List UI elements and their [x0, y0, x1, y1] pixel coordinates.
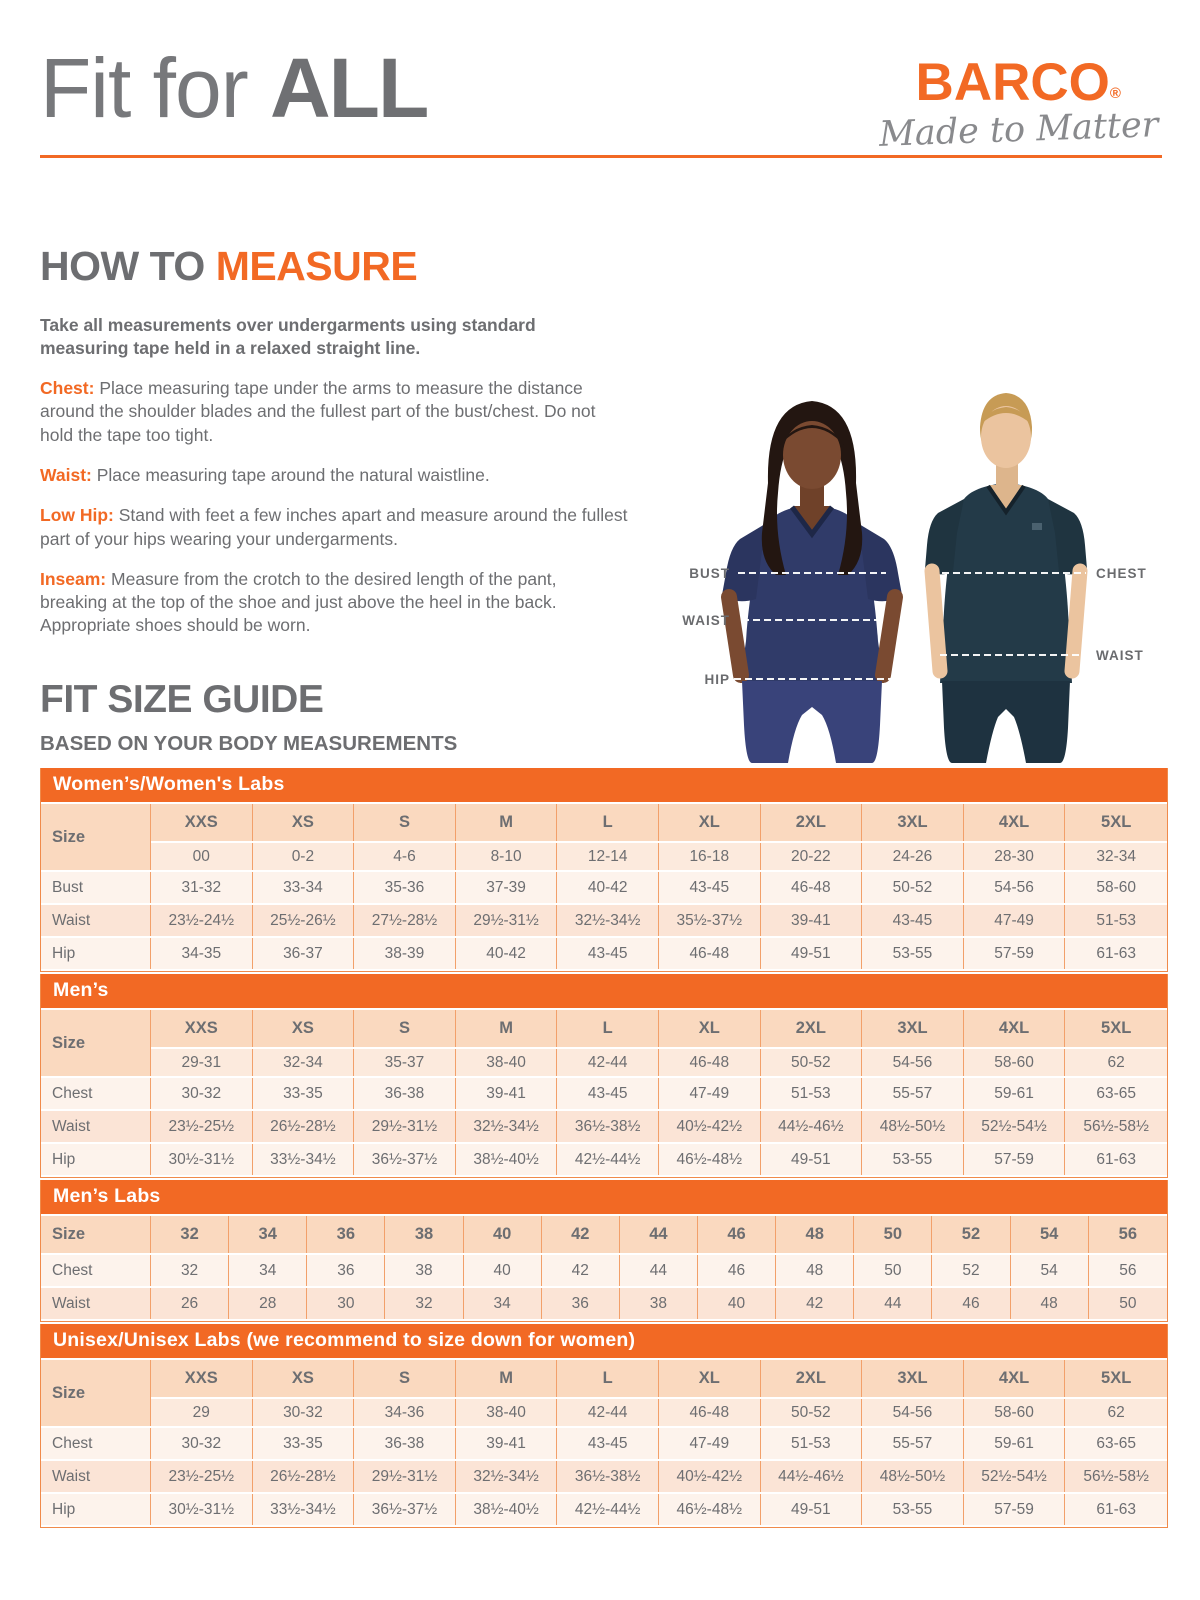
data-cell: 26½-28½: [253, 1111, 355, 1142]
data-cell: 38½-40½: [456, 1144, 558, 1175]
data-cell: 32½-34½: [456, 1461, 558, 1492]
data-cell: 57-59: [964, 938, 1066, 969]
data-cell: 53-55: [862, 1494, 964, 1525]
data-cell: 49-51: [761, 938, 863, 969]
size-header-cell: 3XL: [862, 804, 964, 841]
data-cell: 43-45: [557, 938, 659, 969]
measurement-row-chest: [41, 1078, 1167, 1109]
data-cell: 46½-48½: [659, 1494, 761, 1525]
size-header-cell: S: [354, 804, 456, 841]
data-cell: 48: [1011, 1288, 1089, 1319]
data-cell: 56: [1089, 1255, 1167, 1286]
data-cell: 36½-37½: [354, 1494, 456, 1525]
size-numbers-row: [41, 843, 1167, 870]
size-header-cell: 48: [776, 1216, 854, 1253]
brand-name: BARCO®: [915, 53, 1121, 112]
size-number-cell: 58-60: [964, 1399, 1066, 1426]
data-cell: 42: [542, 1255, 620, 1286]
size-header-cell: XL: [659, 1360, 761, 1397]
row-label: Chest: [41, 1428, 151, 1459]
data-cell: 30-32: [151, 1078, 253, 1109]
size-header-cell: L: [557, 1010, 659, 1047]
row-label: Waist: [41, 1111, 151, 1142]
data-cell: 40: [464, 1255, 542, 1286]
size-number-cell: 8-10: [456, 843, 558, 870]
data-cell: 63-65: [1065, 1428, 1167, 1459]
size-header-cell: XXS: [151, 1360, 253, 1397]
data-cell: 61-63: [1065, 1144, 1167, 1175]
size-number-cell: 24-26: [862, 843, 964, 870]
data-cell: 31-32: [151, 872, 253, 903]
data-cell: 44½-46½: [761, 1111, 863, 1142]
title-light: Fit for: [40, 41, 271, 135]
size-header-cell: 4XL: [964, 804, 1066, 841]
data-cell: 46-48: [761, 872, 863, 903]
size-number-cell: 50-52: [761, 1399, 863, 1426]
size-header-cell: L: [557, 804, 659, 841]
row-label: Hip: [41, 938, 151, 969]
data-cell: 33-35: [253, 1078, 355, 1109]
data-cell: 23½-25½: [151, 1461, 253, 1492]
data-cell: 55-57: [862, 1428, 964, 1459]
data-cell: 43-45: [557, 1078, 659, 1109]
size-table-men: [40, 974, 1168, 1178]
data-cell: 46½-48½: [659, 1144, 761, 1175]
data-cell: 23½-24½: [151, 905, 253, 936]
data-cell: 29½-31½: [354, 1111, 456, 1142]
size-number-cell: 54-56: [862, 1399, 964, 1426]
size-header-cell: 44: [620, 1216, 698, 1253]
measurement-row-waist: [41, 1111, 1167, 1142]
row-label: Hip: [41, 1494, 151, 1525]
data-cell: 39-41: [456, 1428, 558, 1459]
size-number-cell: 20-22: [761, 843, 863, 870]
data-cell: 36-38: [354, 1078, 456, 1109]
data-cell: 54: [1011, 1255, 1089, 1286]
data-cell: 30: [307, 1288, 385, 1319]
size-header-cell: 5XL: [1065, 804, 1167, 841]
size-table-women: [40, 768, 1168, 972]
size-table: [41, 802, 1167, 971]
size-header-cell: XXS: [151, 1010, 253, 1047]
size-number-cell: 38-40: [456, 1049, 558, 1076]
brand-logo: [877, 53, 1159, 155]
size-header-cell: 52: [932, 1216, 1010, 1253]
data-cell: 26½-28½: [253, 1461, 355, 1492]
data-cell: 53-55: [862, 938, 964, 969]
data-cell: 32½-34½: [557, 905, 659, 936]
size-number-cell: 30-32: [253, 1399, 355, 1426]
size-header-cell: XS: [253, 1360, 355, 1397]
size-header-cell: 42: [542, 1216, 620, 1253]
size-header-cell: 36: [307, 1216, 385, 1253]
data-cell: 50-52: [862, 872, 964, 903]
data-cell: 39-41: [761, 905, 863, 936]
size-numbers-row: [41, 1049, 1167, 1076]
data-cell: 49-51: [761, 1144, 863, 1175]
waist-right-label: WAIST: [1096, 648, 1144, 663]
size-label-cell: Size: [41, 1360, 151, 1426]
data-cell: 54-56: [964, 872, 1066, 903]
size-header-cell: 34: [229, 1216, 307, 1253]
size-number-cell: 42-44: [557, 1399, 659, 1426]
size-header-cell: 2XL: [761, 1360, 863, 1397]
data-cell: 32: [151, 1255, 229, 1286]
data-cell: 42½-44½: [557, 1494, 659, 1525]
heading-accent: MEASURE: [215, 243, 418, 289]
size-label-cell: Size: [41, 804, 151, 870]
data-cell: 42½-44½: [557, 1144, 659, 1175]
row-label: Waist: [41, 905, 151, 936]
data-cell: 48: [776, 1255, 854, 1286]
size-number-cell: 28-30: [964, 843, 1066, 870]
row-label: Waist: [41, 1288, 151, 1319]
data-cell: 40-42: [456, 938, 558, 969]
data-cell: 33-34: [253, 872, 355, 903]
data-cell: 52: [932, 1255, 1010, 1286]
measure-item-waist: Waist: Place measuring tape around the natural waistline.: [40, 464, 490, 485]
measure-item-inseam: Inseam: Measure from the crotch to the desired length of the pant, breaking at the top of the shoe and just above the heel in the back. Appropriate shoes should be worn.: [40, 568, 557, 636]
data-cell: 30-32: [151, 1428, 253, 1459]
measurement-row-waist: [41, 905, 1167, 936]
size-header-cell: 2XL: [761, 1010, 863, 1047]
row-label: Chest: [41, 1255, 151, 1286]
size-header-cell: XXS: [151, 804, 253, 841]
data-cell: 34: [464, 1288, 542, 1319]
fit-size-guide-section: [40, 678, 1168, 1528]
measurement-row-chest: [41, 1255, 1167, 1286]
data-cell: 46: [698, 1255, 776, 1286]
registered-mark-icon: ®: [1109, 85, 1121, 102]
size-numbers-row: [41, 1399, 1167, 1426]
row-label: Bust: [41, 872, 151, 903]
data-cell: 32½-34½: [456, 1111, 558, 1142]
data-cell: 43-45: [659, 872, 761, 903]
measurement-row-hip: [41, 938, 1167, 969]
data-cell: 35-36: [354, 872, 456, 903]
size-number-cell: 50-52: [761, 1049, 863, 1076]
orange-divider: [40, 155, 1162, 158]
measurement-row-bust: [41, 872, 1167, 903]
measurement-row-waist: [41, 1461, 1167, 1492]
size-header-cell: 3XL: [862, 1360, 964, 1397]
data-cell: 42: [776, 1288, 854, 1319]
size-number-cell: 62: [1065, 1399, 1167, 1426]
size-header-cell: 50: [854, 1216, 932, 1253]
measurement-row-waist: [41, 1288, 1167, 1319]
data-cell: 43-45: [557, 1428, 659, 1459]
size-label-cell: Size: [41, 1216, 151, 1253]
size-header-cell: 56: [1089, 1216, 1167, 1253]
data-cell: 25½-26½: [253, 905, 355, 936]
data-cell: 49-51: [761, 1494, 863, 1525]
fit-size-guide-subheading: BASED ON YOUR BODY MEASUREMENTS: [40, 732, 458, 755]
size-header-cell: 5XL: [1065, 1360, 1167, 1397]
data-cell: 51-53: [761, 1078, 863, 1109]
size-header-cell: 2XL: [761, 804, 863, 841]
data-cell: 38: [620, 1288, 698, 1319]
size-header-cell: S: [354, 1010, 456, 1047]
data-cell: 36½-38½: [557, 1111, 659, 1142]
size-number-cell: 54-56: [862, 1049, 964, 1076]
size-number-cell: 32-34: [253, 1049, 355, 1076]
size-number-cell: 29-31: [151, 1049, 253, 1076]
data-cell: 32: [385, 1288, 463, 1319]
data-cell: 34: [229, 1255, 307, 1286]
data-cell: 43-45: [862, 905, 964, 936]
data-cell: 46-48: [659, 938, 761, 969]
data-cell: 51-53: [1065, 905, 1167, 936]
data-cell: 33½-34½: [253, 1144, 355, 1175]
table-band: Women’s/Women's Labs: [41, 768, 1167, 802]
size-number-cell: 58-60: [964, 1049, 1066, 1076]
size-header-cell: 46: [698, 1216, 776, 1253]
data-cell: 57-59: [964, 1494, 1066, 1525]
waist-left-label: WAIST: [682, 613, 730, 628]
data-cell: 44: [620, 1255, 698, 1286]
size-header-row: [41, 1010, 1167, 1047]
bust-label: BUST: [689, 566, 730, 581]
data-cell: 37-39: [456, 872, 558, 903]
size-header-cell: 32: [151, 1216, 229, 1253]
data-cell: 38½-40½: [456, 1494, 558, 1525]
data-cell: 46: [932, 1288, 1010, 1319]
size-number-cell: 46-48: [659, 1049, 761, 1076]
size-header-cell: 40: [464, 1216, 542, 1253]
chest-label: CHEST: [1096, 566, 1147, 581]
data-cell: 36-38: [354, 1428, 456, 1459]
size-header-cell: M: [456, 1360, 558, 1397]
data-cell: 53-55: [862, 1144, 964, 1175]
data-cell: 47-49: [964, 905, 1066, 936]
how-to-measure-section: [40, 243, 650, 638]
data-cell: 38-39: [354, 938, 456, 969]
row-label: Waist: [41, 1461, 151, 1492]
data-cell: 52½-54½: [964, 1461, 1066, 1492]
data-cell: 23½-25½: [151, 1111, 253, 1142]
data-cell: 33-35: [253, 1428, 355, 1459]
data-cell: 36-37: [253, 938, 355, 969]
data-cell: 36: [542, 1288, 620, 1319]
size-number-cell: 16-18: [659, 843, 761, 870]
data-cell: 59-61: [964, 1428, 1066, 1459]
size-header-cell: XL: [659, 1010, 761, 1047]
title-bold: ALL: [270, 41, 428, 135]
size-header-cell: L: [557, 1360, 659, 1397]
data-cell: 59-61: [964, 1078, 1066, 1109]
data-cell: 29½-31½: [354, 1461, 456, 1492]
data-cell: 51-53: [761, 1428, 863, 1459]
size-header-cell: M: [456, 804, 558, 841]
measurement-row-hip: [41, 1144, 1167, 1175]
data-cell: 40½-42½: [659, 1111, 761, 1142]
size-number-cell: 46-48: [659, 1399, 761, 1426]
data-cell: 26: [151, 1288, 229, 1319]
size-header-row: [41, 1216, 1167, 1253]
measurement-row-chest: [41, 1428, 1167, 1459]
hip-label: HIP: [704, 672, 730, 687]
size-header-row: [41, 1360, 1167, 1397]
size-header-cell: 3XL: [862, 1010, 964, 1047]
data-cell: 40-42: [557, 872, 659, 903]
data-cell: 30½-31½: [151, 1144, 253, 1175]
data-cell: 38: [385, 1255, 463, 1286]
data-cell: 56½-58½: [1065, 1111, 1167, 1142]
data-cell: 58-60: [1065, 872, 1167, 903]
data-cell: 63-65: [1065, 1078, 1167, 1109]
data-cell: 61-63: [1065, 1494, 1167, 1525]
how-to-measure-heading: HOW TO MEASURE: [40, 243, 418, 289]
data-cell: 40: [698, 1288, 776, 1319]
data-cell: 47-49: [659, 1428, 761, 1459]
table-band: Men’s: [41, 974, 1167, 1008]
data-cell: 39-41: [456, 1078, 558, 1109]
size-table: [41, 1358, 1167, 1527]
row-label: Chest: [41, 1078, 151, 1109]
size-number-cell: 29: [151, 1399, 253, 1426]
data-cell: 40½-42½: [659, 1461, 761, 1492]
measure-intro: Take all measurements over undergarments using standard measuring tape held in a relaxed straight line.: [40, 315, 536, 359]
fit-size-guide-heading: FIT SIZE GUIDE: [40, 678, 324, 721]
size-number-cell: 42-44: [557, 1049, 659, 1076]
data-cell: 36½-38½: [557, 1461, 659, 1492]
size-number-cell: 00: [151, 843, 253, 870]
size-header-cell: XL: [659, 804, 761, 841]
size-number-cell: 35-37: [354, 1049, 456, 1076]
size-header-cell: S: [354, 1360, 456, 1397]
data-cell: 57-59: [964, 1144, 1066, 1175]
size-header-cell: XS: [253, 804, 355, 841]
row-label: Hip: [41, 1144, 151, 1175]
data-cell: 34-35: [151, 938, 253, 969]
size-number-cell: 0-2: [253, 843, 355, 870]
size-header-cell: 4XL: [964, 1010, 1066, 1047]
size-number-cell: 62: [1065, 1049, 1167, 1076]
data-cell: 44½-46½: [761, 1461, 863, 1492]
brand-tagline: Made to Matter: [877, 105, 1159, 155]
data-cell: 36½-37½: [354, 1144, 456, 1175]
data-cell: 55-57: [862, 1078, 964, 1109]
size-header-row: [41, 804, 1167, 841]
size-number-cell: 34-36: [354, 1399, 456, 1426]
data-cell: 36: [307, 1255, 385, 1286]
data-cell: 50: [854, 1255, 932, 1286]
data-cell: 28: [229, 1288, 307, 1319]
size-number-cell: 32-34: [1065, 843, 1167, 870]
size-number-cell: 4-6: [354, 843, 456, 870]
size-label-cell: Size: [41, 1010, 151, 1076]
data-cell: 56½-58½: [1065, 1461, 1167, 1492]
data-cell: 50: [1089, 1288, 1167, 1319]
data-cell: 29½-31½: [456, 905, 558, 936]
size-table-mens-labs: [40, 1180, 1168, 1322]
size-header-cell: 38: [385, 1216, 463, 1253]
data-cell: 27½-28½: [354, 905, 456, 936]
data-cell: 33½-34½: [253, 1494, 355, 1525]
size-header-cell: M: [456, 1010, 558, 1047]
data-cell: 44: [854, 1288, 932, 1319]
table-band: Unisex/Unisex Labs (we recommend to size down for women): [41, 1324, 1167, 1358]
measure-item-low-hip: Low Hip: Stand with feet a few inches apart and measure around the fullest part of your hips wearing your undergarments.: [40, 505, 628, 549]
size-table-unisex: [40, 1324, 1168, 1528]
table-band: Men’s Labs: [41, 1180, 1167, 1214]
page-title: [40, 41, 428, 135]
size-tables: [40, 768, 1168, 1528]
size-header-cell: 4XL: [964, 1360, 1066, 1397]
data-cell: 61-63: [1065, 938, 1167, 969]
data-cell: 30½-31½: [151, 1494, 253, 1525]
size-number-cell: 12-14: [557, 843, 659, 870]
size-header-cell: 5XL: [1065, 1010, 1167, 1047]
data-cell: 48½-50½: [862, 1111, 964, 1142]
size-header-cell: 54: [1011, 1216, 1089, 1253]
data-cell: 52½-54½: [964, 1111, 1066, 1142]
measure-item-chest: Chest: Place measuring tape under the arms to measure the distance around the shoulder blades and the fullest part of the bust/chest. Do not hold the tape too tight.: [40, 378, 596, 445]
data-cell: 35½-37½: [659, 905, 761, 936]
data-cell: 47-49: [659, 1078, 761, 1109]
measurement-row-hip: [41, 1494, 1167, 1525]
size-table: [41, 1008, 1167, 1177]
size-header-cell: XS: [253, 1010, 355, 1047]
size-table: [41, 1214, 1167, 1321]
size-number-cell: 38-40: [456, 1399, 558, 1426]
data-cell: 48½-50½: [862, 1461, 964, 1492]
